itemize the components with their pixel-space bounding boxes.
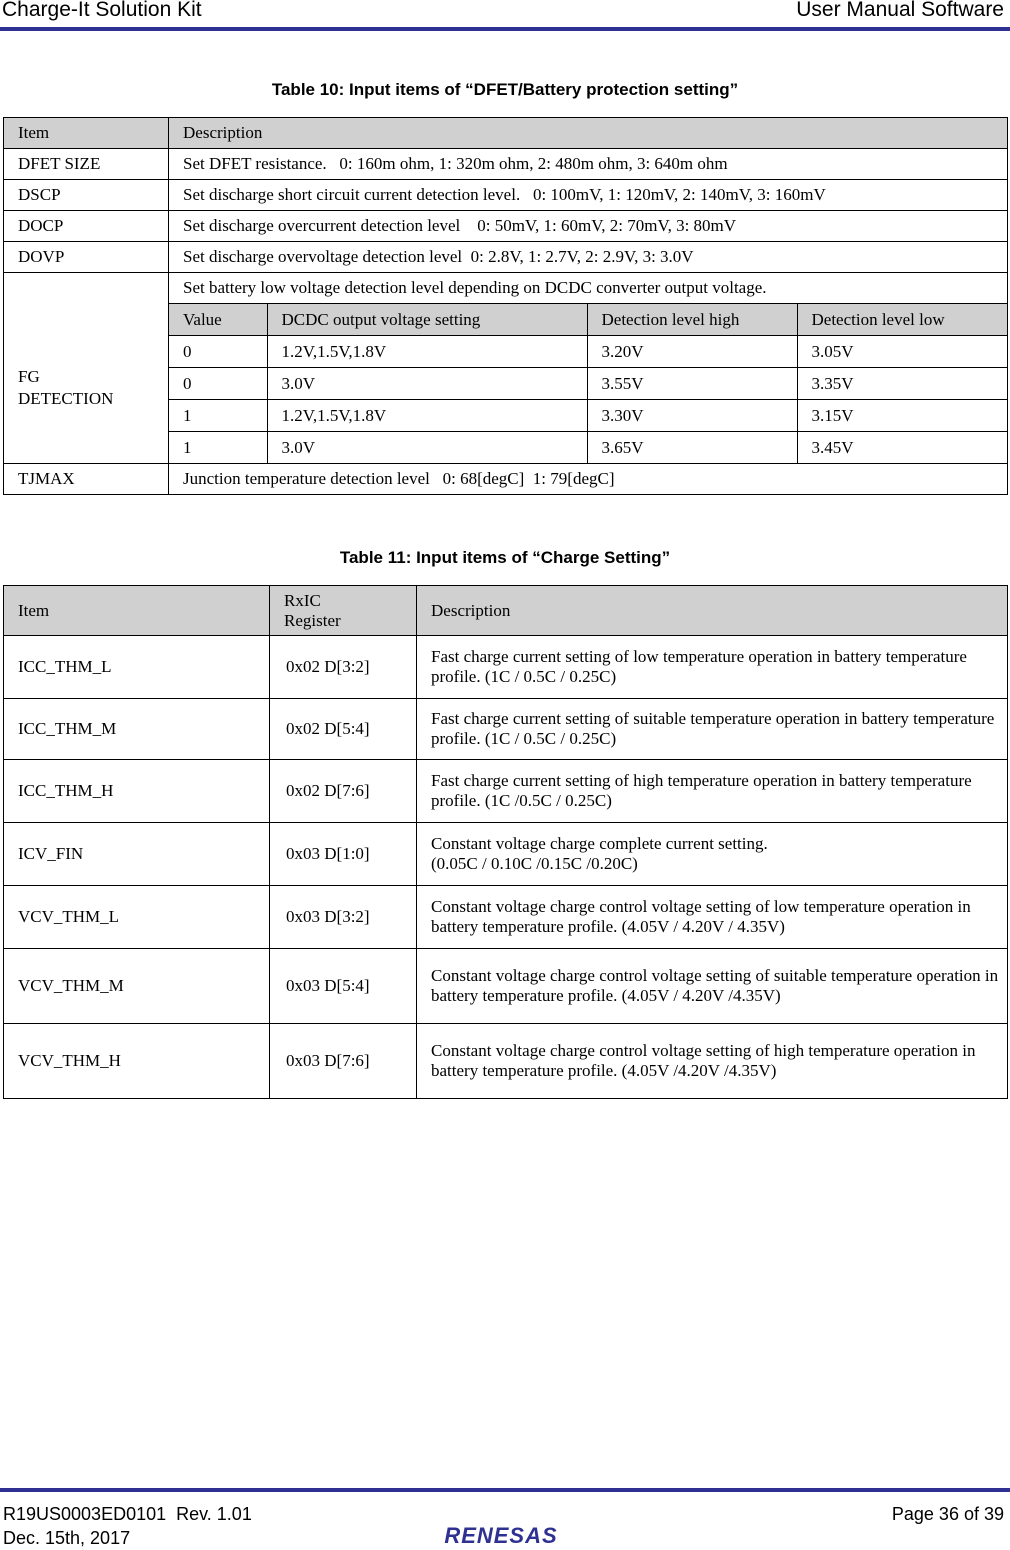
table10-col-item: Item [4, 118, 169, 149]
description-cell [417, 823, 1008, 886]
table-row [169, 400, 1007, 432]
description-cell: Fast charge current setting of suitable temperature operation in battery temperature profile. (1C / 0.5C / 0.25C) [417, 699, 1008, 760]
description-cell: Junction temperature detection level 0: 68[degC] 1: 79[degC] [169, 464, 1008, 495]
description-cell: Fast charge current setting of low temperature operation in battery temperature profile. (1C / 0.5C / 0.25C) [417, 636, 1008, 699]
description-cell: Constant voltage charge control voltage setting of suitable temperature operation in battery temperature profile. (4.05V / 4.20V /4.35V) [417, 949, 1008, 1024]
register-cell: 0x02 D[7:6] [270, 760, 417, 823]
table11-caption: Table 11: Input items of “Charge Setting” [339, 548, 671, 567]
item-cell: DFET SIZE [4, 149, 169, 180]
sub-cell: 3.35V [797, 368, 1007, 400]
header-doc-type: User Manual Software [796, 0, 1004, 21]
item-cell: DOCP [4, 211, 169, 242]
item-cell: DOVP [4, 242, 169, 273]
table-row [4, 149, 1008, 180]
table10-header-row [4, 118, 1008, 149]
sub-cell: 0 [169, 336, 267, 368]
sub-cell: 3.05V [797, 336, 1007, 368]
page-number: Page 36 of 39 [891, 1504, 1004, 1524]
register-header-line1: RxIC [284, 590, 321, 610]
sub-cell: 3.0V [267, 432, 587, 464]
table-row [4, 636, 1008, 699]
table-row [169, 432, 1007, 464]
sub-cell: 3.15V [797, 400, 1007, 432]
table-row [4, 273, 1008, 304]
sub-col-dcdc: DCDC output voltage setting [267, 304, 587, 336]
table-row [169, 336, 1007, 368]
item-cell: ICC_THM_L [4, 636, 270, 699]
renesas-logo [426, 1522, 576, 1548]
register-header-line2: Register [284, 610, 341, 630]
fg-detection-item [4, 273, 169, 464]
table10-col-description: Description [169, 118, 1008, 149]
table-row [4, 760, 1008, 823]
fg-intro: Set battery low voltage detection level depending on DCDC converter output voltage. [169, 273, 1008, 304]
description-cell: Constant voltage charge control voltage setting of low temperature operation in battery temperature profile. (4.05V / 4.20V / 4.35V) [417, 886, 1008, 949]
table11-header-row [4, 586, 1008, 636]
table11-col-item: Item [4, 586, 270, 636]
item-cell: ICV_FIN [4, 823, 270, 886]
document-date: Dec. 15th, 2017 [3, 1528, 131, 1548]
description-line2: (0.05C / 0.10C /0.15C /0.20C) [431, 854, 638, 873]
sub-cell: 3.30V [587, 400, 797, 432]
sub-cell: 3.55V [587, 368, 797, 400]
sub-cell: 3.20V [587, 336, 797, 368]
item-cell: DSCP [4, 180, 169, 211]
sub-col-value: Value [169, 304, 267, 336]
footer-left [3, 1502, 252, 1550]
description-cell: Fast charge current setting of high temperature operation in battery temperature profile. (1C /0.5C / 0.25C) [417, 760, 1008, 823]
item-cell: ICC_THM_H [4, 760, 270, 823]
sub-cell: 0 [169, 368, 267, 400]
table-row [4, 949, 1008, 1024]
description-line1: Constant voltage charge complete current setting. [431, 834, 768, 853]
description-cell: Set discharge overcurrent detection level 0: 50mV, 1: 60mV, 2: 70mV, 3: 80mV [169, 211, 1008, 242]
sub-cell: 3.0V [267, 368, 587, 400]
register-cell: 0x02 D[3:2] [270, 636, 417, 699]
page-header [0, 0, 1010, 32]
header-title: Charge-It Solution Kit [2, 0, 202, 21]
item-cell: VCV_THM_L [4, 886, 270, 949]
description-cell: Set discharge short circuit current detection level. 0: 100mV, 1: 120mV, 2: 140mV, 3: 160mV [169, 180, 1008, 211]
footer-rule [0, 1488, 1010, 1492]
item-cell: VCV_THM_H [4, 1024, 270, 1099]
table-row [4, 180, 1008, 211]
sub-cell: 1 [169, 432, 267, 464]
table11-col-description: Description [417, 586, 1008, 636]
table-row [169, 368, 1007, 400]
table-row [4, 886, 1008, 949]
sub-col-low: Detection level low [797, 304, 1007, 336]
table10-caption: Table 10: Input items of “DFET/Battery protection setting” [271, 80, 739, 99]
table10 [3, 117, 1008, 495]
sub-cell: 3.45V [797, 432, 1007, 464]
fg-item-line1: FG [18, 367, 40, 386]
table-row [4, 1024, 1008, 1099]
sub-cell: 1.2V,1.5V,1.8V [267, 336, 587, 368]
description-cell: Set discharge overvoltage detection level 0: 2.8V, 1: 2.7V, 2: 2.9V, 3: 3.0V [169, 242, 1008, 273]
table-row [4, 464, 1008, 495]
table-row [4, 211, 1008, 242]
sub-cell: 1 [169, 400, 267, 432]
table-row [4, 823, 1008, 886]
register-cell: 0x03 D[1:0] [270, 823, 417, 886]
item-cell: TJMAX [4, 464, 169, 495]
sub-cell: 1.2V,1.5V,1.8V [267, 400, 587, 432]
table-row [4, 699, 1008, 760]
table-row [4, 242, 1008, 273]
header-rule [0, 27, 1010, 31]
fg-subtable-header [169, 304, 1007, 336]
fg-item-line2: DETECTION [18, 389, 114, 408]
register-cell: 0x03 D[7:6] [270, 1024, 417, 1099]
logo-text: RENESAS [444, 1523, 558, 1548]
table11 [3, 585, 1008, 1099]
sub-cell: 3.65V [587, 432, 797, 464]
sub-col-high: Detection level high [587, 304, 797, 336]
table11-col-register [270, 586, 417, 636]
description-cell: Constant voltage charge control voltage setting of high temperature operation in battery temperature profile. (4.05V /4.20V /4.35V) [417, 1024, 1008, 1099]
register-cell: 0x02 D[5:4] [270, 699, 417, 760]
register-cell: 0x03 D[3:2] [270, 886, 417, 949]
fg-subtable-cell [169, 304, 1008, 464]
item-cell: VCV_THM_M [4, 949, 270, 1024]
description-cell: Set DFET resistance. 0: 160m ohm, 1: 320m ohm, 2: 480m ohm, 3: 640m ohm [169, 149, 1008, 180]
item-cell: ICC_THM_M [4, 699, 270, 760]
fg-subtable [169, 304, 1007, 463]
document-id: R19US0003ED0101 Rev. 1.01 [3, 1504, 252, 1524]
register-cell: 0x03 D[5:4] [270, 949, 417, 1024]
